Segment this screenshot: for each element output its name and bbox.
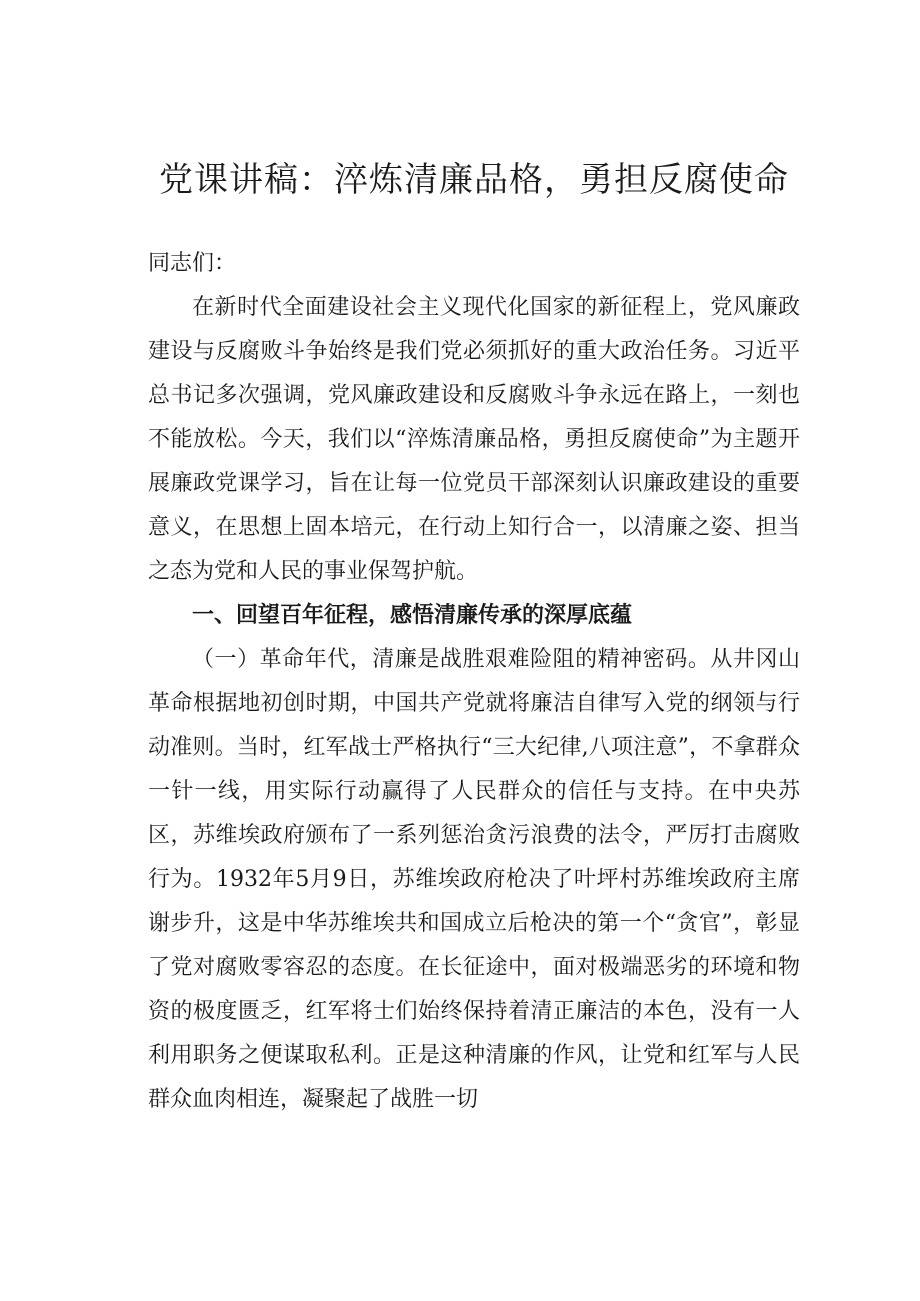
salutation: 同志们： xyxy=(148,251,237,276)
section-1-paragraph-1: （一）革命年代，清廉是战胜艰难险阻的精神密码。从井冈山革命根据地初创时期，中国共产党就将廉洁自律写入党的纲领与行动准则。当时，红军战士严格执行“三大纪律,八项注意”，不拿群众一针一线，用实际行动赢得了人民群众的信任与支持。在中央苏区，苏维埃政府颁布了一系列惩治贪污浪费的法令，严厉打击腐败行为。1932年5月9日，苏维埃政府枪决了叶坪村苏维埃政府主席谢步升，这是中华苏维埃共和国成立后枪决的第一个“贪官”，彰显了党对腐败零容忍的态度。在长征途中，面对极端恶劣的环境和物资的极度匮乏，红军将士们始终保持着清正廉洁的本色，没有一人利用职务之便谋取私利。正是这种清廉的作风，让党和红军与人民群众血肉相连，凝聚起了战胜一切 xyxy=(148,647,800,1112)
document-page xyxy=(148,150,800,1122)
intro-paragraph: 在新时代全面建设社会主义现代化国家的新征程上，党风廉政建设与反腐败斗争始终是我们党必须抓好的重大政治任务。习近平总书记多次强调，党风廉政建设和反腐败斗争永远在路上，一刻也不能放松。今天，我们以“淬炼清廉品格，勇担反腐使命”为主题开展廉政党课学习，旨在让每一位党员干部深刻认识廉政建设的重要意义，在思想上固本培元，在行动上知行合一，以清廉之姿、担当之态为党和人民的事业保驾护航。 xyxy=(148,295,800,584)
document-title: 党课讲稿：淬炼清廉品格，勇担反腐使命 xyxy=(159,160,789,200)
section-heading-1: 一、回望百年征程，感悟清廉传承的深厚底蕴 xyxy=(192,603,633,628)
